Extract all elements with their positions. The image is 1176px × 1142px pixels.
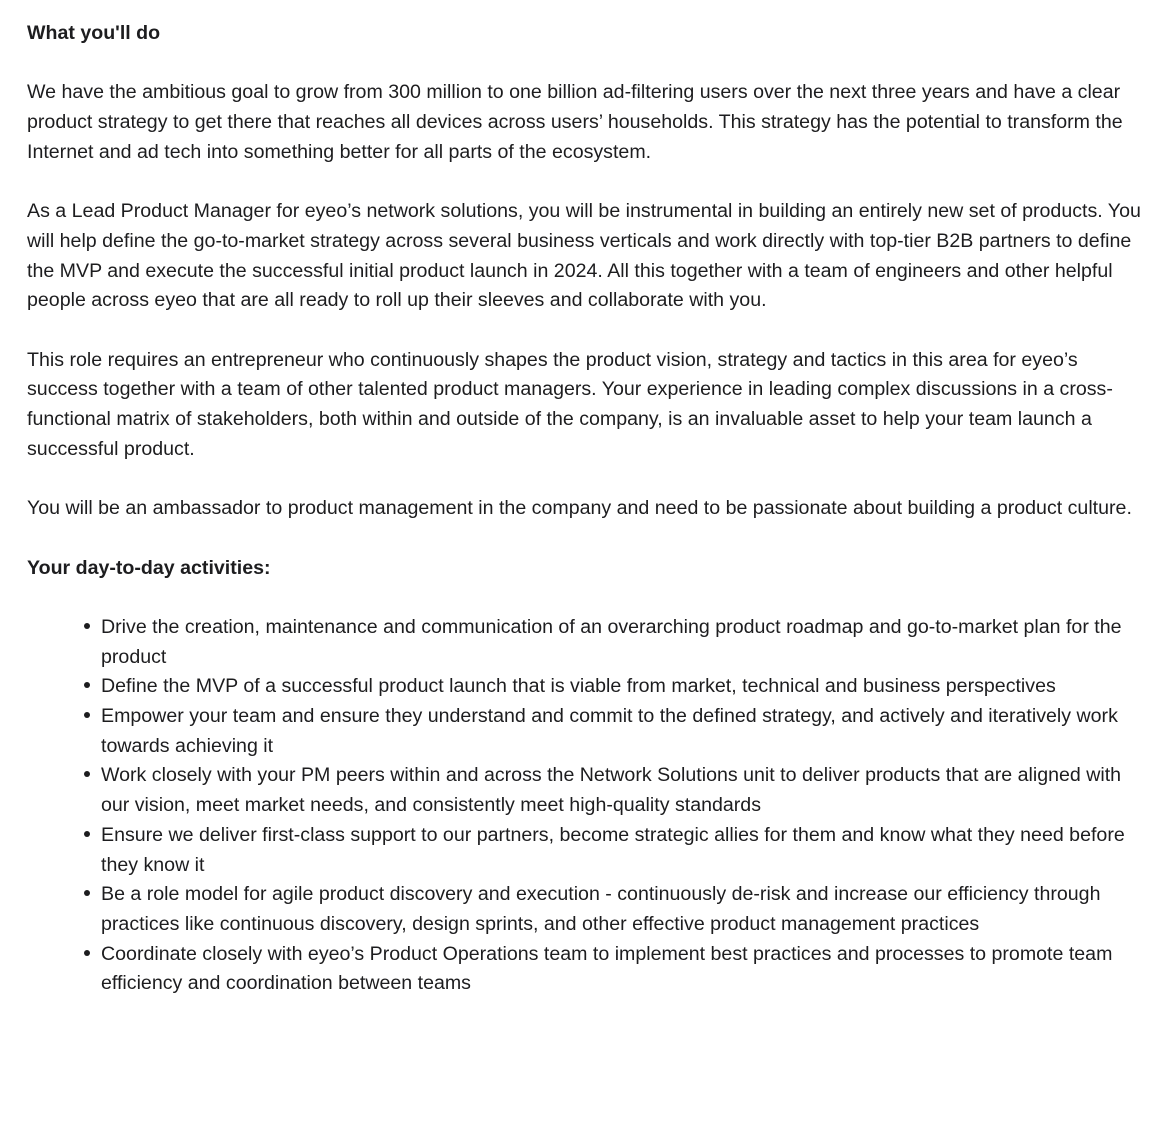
list-item-text: Empower your team and ensure they understand and commit to the defined strategy, and actively and iteratively work towards achieving it bbox=[101, 705, 1118, 757]
spacer bbox=[27, 316, 1152, 346]
paragraph-role-overview: As a Lead Product Manager for eyeo’s network solutions, you will be instrumental in building an entirely new set of products. You will help define the go-to-market strategy across several business verticals and work directly with top-tier B2B partners to define the MVP and execute the successful initial product launch in 2024. All this together with a team of engineers and other helpful people across eyeo that are all ready to roll up their sleeves and collaborate with you. bbox=[27, 200, 1141, 312]
bullet-icon bbox=[81, 613, 93, 643]
bullet-icon bbox=[81, 702, 93, 732]
spacer bbox=[27, 465, 1152, 495]
list-item-text: Define the MVP of a successful product launch that is viable from market, technical and business perspectives bbox=[101, 675, 1056, 698]
paragraph-ambassador: You will be an ambassador to product management in the company and need to be passionate about building a product culture. bbox=[27, 497, 1132, 520]
job-description bbox=[27, 19, 1152, 999]
bullet-icon bbox=[81, 821, 93, 851]
list-item bbox=[101, 613, 1152, 672]
paragraph-goal: We have the ambitious goal to grow from 300 million to one billion ad-filtering users over the next three years and have a clear product strategy to get there that reaches all devices across users’ households. This strategy has the potential to transform the Internet and ad tech into something better for all parts of the ecosystem. bbox=[27, 81, 1123, 163]
section-title: What you'll do bbox=[27, 22, 161, 44]
list-item bbox=[101, 821, 1152, 880]
spacer bbox=[27, 583, 1152, 613]
bullet-icon bbox=[81, 761, 93, 791]
list-item bbox=[101, 940, 1152, 999]
spacer bbox=[27, 524, 1152, 554]
spacer bbox=[27, 49, 1152, 79]
paragraph-role-requirements: This role requires an entrepreneur who continuously shapes the product vision, strategy and tactics in this area for eyeo’s success together with a team of other talented product managers. Your experience in leading complex discussions in a cross-functional matrix of stakeholders, both within and outside of the company, is an invaluable asset to help your team launch a successful product. bbox=[27, 348, 1113, 460]
list-item bbox=[101, 702, 1152, 761]
activities-heading: Your day-to-day activities: bbox=[27, 556, 271, 579]
list-item-text: Work closely with your PM peers within and across the Network Solutions unit to deliver products that are aligned with our vision, meet market needs, and consistently meet high-quality standards bbox=[101, 764, 1122, 817]
list-item bbox=[101, 880, 1152, 939]
spacer bbox=[27, 168, 1152, 198]
activities-list bbox=[27, 613, 1152, 999]
bullet-icon bbox=[81, 672, 93, 702]
list-item-text: Ensure we deliver first-class support to our partners, become strategic allies for them and know what they need before they know it bbox=[101, 823, 1125, 876]
list-item bbox=[101, 672, 1152, 702]
bullet-icon bbox=[81, 880, 93, 910]
list-item-text: Coordinate closely with eyeo’s Product Operations team to implement best practices and processes to promote team efficiency and coordination between teams bbox=[101, 942, 1113, 995]
list-item-text: Be a role model for agile product discovery and execution - continuously de-risk and increase our efficiency through practices like continuous discovery, design sprints, and other effective product management practices bbox=[101, 883, 1101, 935]
list-item bbox=[101, 761, 1152, 820]
list-item-text: Drive the creation, maintenance and communication of an overarching product roadmap and go-to-market plan for the product bbox=[101, 615, 1122, 668]
bullet-icon bbox=[81, 940, 93, 970]
